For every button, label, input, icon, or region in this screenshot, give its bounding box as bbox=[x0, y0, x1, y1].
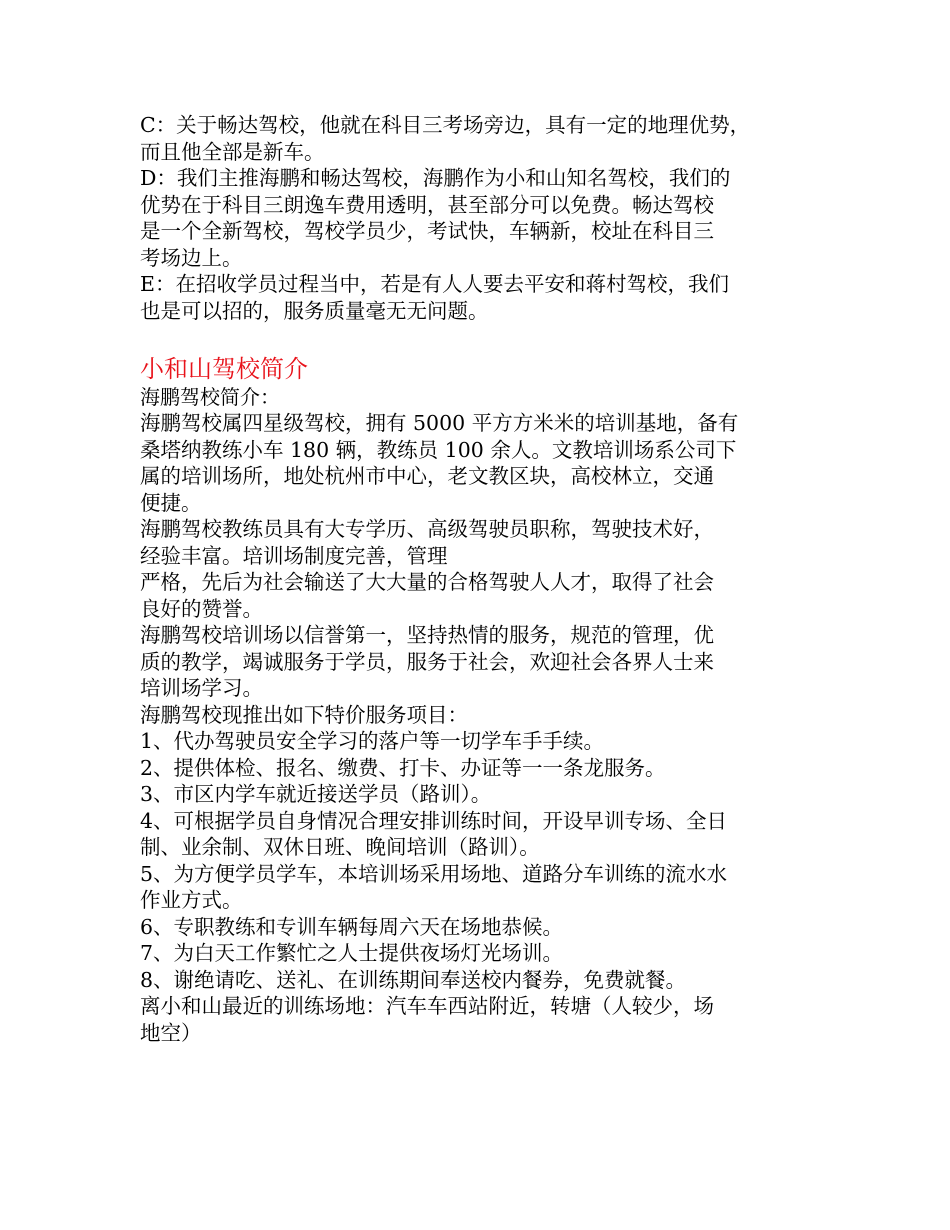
paragraph-line: 良好的赞誉。 bbox=[140, 596, 263, 621]
paragraph-line: E：在招收学员过程当中，若是有人人要去平安和蒋村驾校，我们 bbox=[140, 272, 729, 296]
paragraph-line: 严格，先后为社会输送了大大量的合格驾驶人人才，取得了社会 bbox=[140, 570, 714, 594]
top-section bbox=[140, 112, 820, 324]
list-item: 作业方式。 bbox=[140, 888, 243, 912]
list-item: 5、为方便学员学车，本培训场采用场地、道路分车训练的流水水 bbox=[140, 861, 728, 886]
paragraph-line: 培训场学习。 bbox=[140, 676, 263, 700]
list-item: 6、专职教练和专训车辆每周六天在场地恭候。 bbox=[140, 914, 564, 939]
section-spacer bbox=[140, 324, 820, 354]
paragraph-line: 海鹏驾校现推出如下特价服务项目： bbox=[140, 702, 468, 727]
paragraph-line: 属的培训场所，地处杭州市中心，老文教区块，高校林立，交通 bbox=[140, 464, 714, 488]
paragraph-line: C：关于畅达驾校，他就在科目三考场旁边，具有一定的地理优势， bbox=[140, 113, 751, 137]
list-item: 7、为白天工作繁忙之人士提供夜场灯光场训。 bbox=[140, 941, 564, 965]
list-item: 制、业余制、双休日班、晚间培训（路训）。 bbox=[140, 835, 540, 859]
paragraph-line: 海鹏驾校属四星级驾校，拥有 5000 平方方米米的培训基地，备有 bbox=[140, 411, 739, 435]
paragraph-line: 优势在于科目三朗逸车费用透明，甚至部分可以免费。畅达驾校 bbox=[140, 192, 714, 217]
paragraph-line: 考场边上。 bbox=[140, 245, 243, 270]
list-item: 2、提供体检、报名、缴费、打卡、办证等一一条龙服务。 bbox=[140, 755, 666, 780]
paragraph-line: 桑塔纳教练小车 180 辆，教练员 100 余人。文教培训场系公司下 bbox=[140, 437, 737, 462]
document-page bbox=[140, 112, 820, 1046]
list-item: 8、谢绝请吃、送礼、在训练期间奉送校内餐券，免费就餐。 bbox=[140, 967, 687, 992]
paragraph-line: 质的教学，竭诚服务于学员，服务于社会，欢迎社会各界人士来 bbox=[140, 649, 714, 674]
list-item: 4、可根据学员自身情况合理安排训练时间，开设早训专场、全日 bbox=[140, 808, 728, 833]
paragraph-line: 也是可以招的，服务质量毫无无问题。 bbox=[140, 298, 489, 323]
body-section bbox=[140, 410, 820, 1046]
paragraph-line: 便捷。 bbox=[140, 490, 202, 515]
section-title: 小和山驾校简介 bbox=[140, 355, 308, 383]
paragraph-line: 海鹏驾校培训场以信誉第一，坚持热情的服务，规范的管理，优 bbox=[140, 623, 714, 647]
list-item: 1、代办驾驶员安全学习的落户等一切学车手手续。 bbox=[140, 729, 605, 753]
paragraph-line: 地空） bbox=[140, 1020, 202, 1045]
paragraph-line: 是一个全新驾校，驾校学员少，考试快，车辆新，校址在科目三 bbox=[140, 219, 714, 243]
paragraph-line: 海鹏驾校教练员具有大专学历、高级驾驶员职称，驾驶技术好， bbox=[140, 517, 714, 541]
paragraph-line: 离小和山最近的训练场地：汽车车西站附近，转塘（人较少，场 bbox=[140, 994, 714, 1018]
paragraph-line: 经验丰富。培训场制度完善，管理 bbox=[140, 543, 448, 568]
paragraph-line: D：我们主推海鹏和畅达驾校，海鹏作为小和山知名驾校，我们的 bbox=[140, 166, 731, 190]
subsection-title: 海鹏驾校简介： bbox=[140, 385, 280, 409]
paragraph-line: 而且他全部是新车。 bbox=[140, 139, 325, 164]
list-item: 3、市区内学车就近接送学员（路训）。 bbox=[140, 782, 492, 806]
